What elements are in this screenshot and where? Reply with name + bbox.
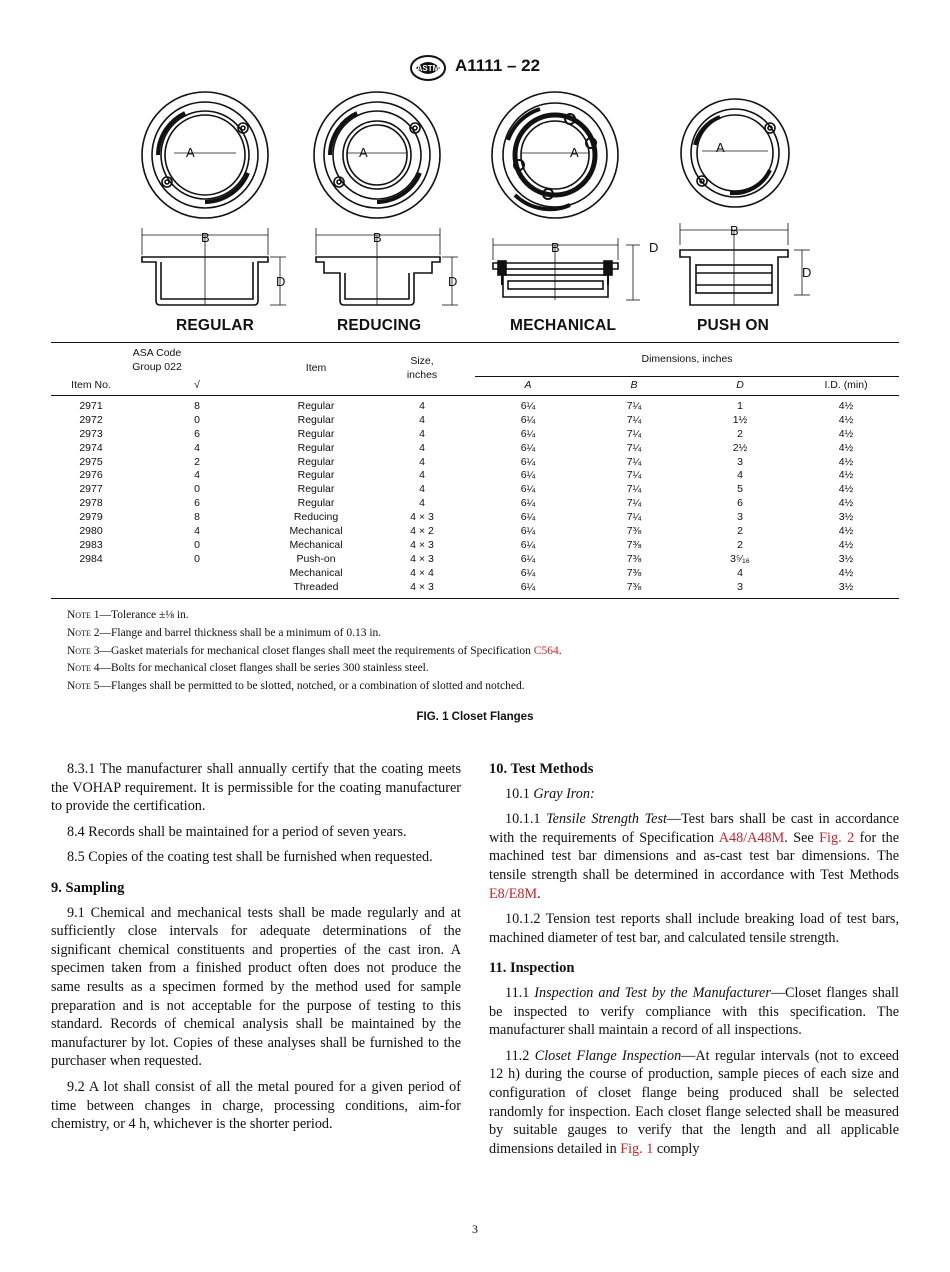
regular-side-view [142,228,286,305]
table-cell: 3 [737,511,743,524]
table-cell: 7¼ [626,441,642,454]
table-cell: 6 [737,497,743,510]
table-cell [131,567,263,581]
table-cell: 2976 [79,469,103,482]
table-row [51,539,899,553]
para-11-1: 11.1 Inspection and Test by the Manufacturer—Closet flanges shall be inspected to verify compliance with this specification. The manufacturer shall maintain a record of all inspections. [489,984,900,1039]
table-cell: 2972 [79,413,103,426]
table-cell: 2974 [79,441,103,454]
para-8-4: 8.4 Records shall be maintained for a period of seven years. [67,823,407,840]
dim-d-regular: D [276,274,286,289]
table-cell [131,581,263,598]
note-4: Note 4—Bolts for mechanical closet flanges shall be series 300 stainless steel. [67,662,429,674]
table-cell: 2 [737,427,743,440]
link-e8[interactable]: E8/E8M [489,885,538,902]
table-cell: 6 [194,427,200,440]
dim-a-regular: A [186,145,195,160]
table-cell: Regular [297,441,335,454]
para-10-1-1: 10.1.1 Tensile Strength Test—Test bars shall be cast in accordance with the requirements of Specification A48/A48M. See Fig. 2 for the machined test bar dimensions and as-cast test bar dimensions. The tensile strength shall be determined in accordance with Test Methods E8/E8M. [489,811,899,902]
table-cell: 0 [194,538,200,551]
table-cell: 4 [194,469,200,482]
dim-a-push-on: A [716,140,725,155]
table-cell: 6¼ [520,580,536,593]
heading-sampling: 9. Sampling [51,879,125,896]
heading-test-methods: 10. Test Methods [489,761,594,777]
table-row [51,428,899,442]
table-cell: 0 [194,552,200,565]
table-row [51,456,899,470]
regular-top-view [142,92,268,218]
dim-d-mechanical: D [649,240,659,255]
right-column [489,760,899,1165]
dim-a-reducing: A [359,145,368,160]
note-1: Note 1—Tolerance ±⅛ in. [67,609,189,621]
table-cell: 6 [194,497,200,510]
note-2: Note 2—Flange and barrel thickness shall be a minimum of 0.13 in. [67,627,382,639]
page-number: 3 [472,1222,478,1236]
table-body [51,395,899,598]
table-cell [51,581,131,598]
label-push-on: PUSH ON [697,317,770,334]
table-cell: 8 [194,511,200,524]
table-cell: 7⅜ [626,580,642,593]
table-cell: 1½ [732,413,748,426]
table-cell: Mechanical [289,525,343,538]
table-cell: 2980 [79,525,103,538]
table-cell: 4 × 3 [410,511,434,524]
mechanical-top-view [492,92,618,218]
svg-text:ASTM: ASTM [416,64,440,73]
table-cell: 2978 [79,497,103,510]
header-item-no: Item No. [71,378,111,391]
para-8-3-1: 8.3.1 The manufacturer shall annually certify that the coating meets the VOHAP requirement. It is permissible for the coating manufacturer to provide the certification. [51,761,461,815]
table-cell: 4 × 2 [410,525,434,538]
table-cell: 7¼ [626,483,642,496]
table-cell: 4½ [838,538,854,551]
table-cell: Regular [297,455,335,468]
table-cell: 4 [194,441,200,454]
table-cell: 2977 [79,483,103,496]
document-designation: A1111 – 22 [455,56,541,75]
table-cell: 4 [737,469,743,482]
table-cell: 2 [737,538,743,551]
table-cell: Regular [297,497,335,510]
table-cell: 8 [194,399,200,412]
table-cell: 2984 [79,552,103,565]
para-10-1-2: 10.1.2 Tension test reports shall include breaking load of test bars, machined diameter of test bar, and calculated tensile strength. [489,911,899,946]
table-cell: 3½ [838,580,854,593]
table-cell: 4½ [838,441,854,454]
para-10-1: 10.1 Gray Iron: [505,785,595,802]
para-11-2: 11.2 Closet Flange Inspection—At regular intervals (not to exceed 12 h) during the course of production, sample pieces of each size and configuration of closet flange being produced shall be selected randomly for inspection. Each closet flange selected shall be measured by suitable gauges to verify that the length and all applicable dimensions detailed in Fig. 1 comply [489,1047,900,1157]
table-row [51,442,899,456]
table-cell: 4 [419,455,425,468]
table-row [51,469,899,483]
table-cell: 2971 [79,399,103,412]
table-cell: 4½ [838,497,854,510]
table-row [51,414,899,428]
page-header [0,54,950,84]
table-cell: 4½ [838,483,854,496]
table-cell: 4 [419,427,425,440]
link-c564[interactable]: C564 [533,645,559,657]
table-row [51,497,899,511]
table-cell: 4½ [838,566,854,579]
table-cell: 6¼ [520,469,536,482]
header-size: Size, inches [406,355,438,381]
table-cell: 3 [737,580,743,593]
table-cell: 2 [737,525,743,538]
table-cell: 7¼ [626,413,642,426]
table-cell: 7⅜ [626,552,642,565]
table-row [51,553,899,567]
table-cell: 2973 [79,427,103,440]
header-asa-code: ASA Code Group 022 [132,347,182,374]
table-cell: 7⅜ [626,538,642,551]
note-3: Note 3—Gasket materials for mechanical closet flanges shall meet the requirements of Specification C564. [67,645,562,657]
para-8-5: 8.5 Copies of the coating test shall be furnished when requested. [67,849,433,866]
table-cell: 6¼ [520,497,536,510]
table-cell: 4 [419,399,425,412]
table-cell: Regular [297,483,335,496]
table-cell: Threaded [293,580,339,593]
table-cell: 0 [194,413,200,426]
table-cell: 6¼ [520,566,536,579]
table-cell: 1 [737,399,743,412]
closet-flanges-figure [130,95,810,340]
table-row [51,525,899,539]
table-cell: 4 × 3 [410,580,434,593]
closet-flange-table [51,342,899,599]
table-cell: 6¼ [520,525,536,538]
table-cell: 2975 [79,455,103,468]
table-cell: 4½ [838,455,854,468]
left-column [51,760,461,1141]
push-on-top-view [681,99,789,207]
table-cell: 6¼ [520,427,536,440]
table-cell: 2 [194,455,200,468]
table-cell: 6¼ [520,511,536,524]
header-item: Item [305,362,327,374]
table-cell: 7¼ [626,455,642,468]
table-cell: 6¼ [520,413,536,426]
table-cell: 7¼ [626,469,642,482]
table-cell: Regular [297,413,335,426]
table-cell: Regular [297,427,335,440]
header-a: A [524,379,532,391]
table-row [51,511,899,525]
header-b: B [630,379,638,391]
table-cell: 6¼ [520,399,536,412]
header-dimensions: Dimensions, inches [475,343,899,377]
heading-inspection: 11. Inspection [489,960,575,977]
link-fig-2[interactable]: Fig. 2 [819,829,855,846]
table-cell: 7¼ [626,497,642,510]
dim-a-mechanical: A [570,145,579,160]
table-row [51,483,899,497]
table-row [51,581,899,598]
table-cell: 4 × 3 [410,538,434,551]
push-on-side-view [680,223,810,305]
table-cell: 7⅜ [626,525,642,538]
table-cell: 4½ [838,413,854,426]
table-cell: 6¼ [520,538,536,551]
table-cell: 3½ [838,511,854,524]
table-cell: 6¼ [520,483,536,496]
table-cell: Mechanical [289,538,343,551]
para-9-2: 9.2 A lot shall consist of all the metal poured for a given period of time between changes in charge, processing conditions, aim-for chemistry, or 4 h, whichever is the shorter period. [51,1078,461,1133]
table-cell [51,567,131,581]
table-cell: 3⁵⁄₁₆ [730,552,750,565]
table-cell: 4 × 3 [410,552,434,565]
table-cell: 7⅜ [626,566,642,579]
table-cell: 4½ [838,469,854,482]
table-cell: 3 [737,455,743,468]
label-mechanical: MECHANICAL [510,317,617,334]
table-cell: 4½ [838,427,854,440]
label-reducing: REDUCING [337,317,422,334]
table-cell: 4 × 4 [410,566,434,579]
header-id-min: I.D. (min) [824,379,868,391]
astm-logo-icon [408,54,448,82]
table-cell: 4 [419,469,425,482]
table-cell: Regular [297,399,335,412]
table-cell: 7¼ [626,399,642,412]
table-cell: 6¼ [520,455,536,468]
table-cell: 4 [737,566,743,579]
table-cell: 4 [419,497,425,510]
label-regular: REGULAR [176,317,255,334]
table-row [51,567,899,581]
reducing-side-view [316,228,458,305]
table-cell: 4 [419,483,425,496]
dim-b-push-on: B [730,223,739,238]
table-row [51,395,899,413]
table-cell: 3½ [838,552,854,565]
table-cell: Regular [297,469,335,482]
link-a48[interactable]: A48/A48M [718,829,785,846]
table-cell: 6¼ [520,441,536,454]
note-5: Note 5—Flanges shall be permitted to be slotted, notched, or a combination of slotted and notched. [67,680,525,692]
table-cell: Mechanical [289,566,343,579]
header-check: √ [194,378,200,391]
table-cell: 0 [194,483,200,496]
dim-d-push-on: D [802,265,812,280]
dim-b-mechanical: B [551,240,560,255]
table-cell: 5 [737,483,743,496]
mechanical-side-view [493,238,640,300]
link-fig-1[interactable]: Fig. 1 [620,1140,654,1157]
table-cell: 4 [419,441,425,454]
table-cell: 4 [194,525,200,538]
table-cell: 2½ [732,441,748,454]
para-9-1: 9.1 Chemical and mechanical tests shall be made regularly and at sufficiently close intervals for adequate determinations of the significant chemical constituents and properties of the cast iron. A specimen taken from a finished product often does not produce the same results as a specimen formed by the method used for sample preparation and is not acceptable for the purpose of testing to this standard. Records of chemical analysis shall be maintained by the manufacturer by lot. Copies of these analyses shall be furnished to the purchaser when requested. [51,904,461,1070]
table-cell: 2979 [79,511,103,524]
header-d: D [736,379,744,391]
table-cell: 7¼ [626,427,642,440]
table-cell: 4 [419,413,425,426]
figure-caption: FIG. 1 Closet Flanges [416,711,534,723]
table-cell: 4½ [838,399,854,412]
table-cell: Reducing [293,511,339,524]
dim-b-regular: B [201,230,210,245]
table-cell: 6¼ [520,552,536,565]
reducing-top-view [314,92,440,218]
dim-d-reducing: D [448,274,458,289]
table-cell: 7¼ [626,511,642,524]
dim-b-reducing: B [373,230,382,245]
table-cell: 2983 [79,538,103,551]
table-cell: Push-on [296,552,336,565]
table-cell: 4½ [838,525,854,538]
